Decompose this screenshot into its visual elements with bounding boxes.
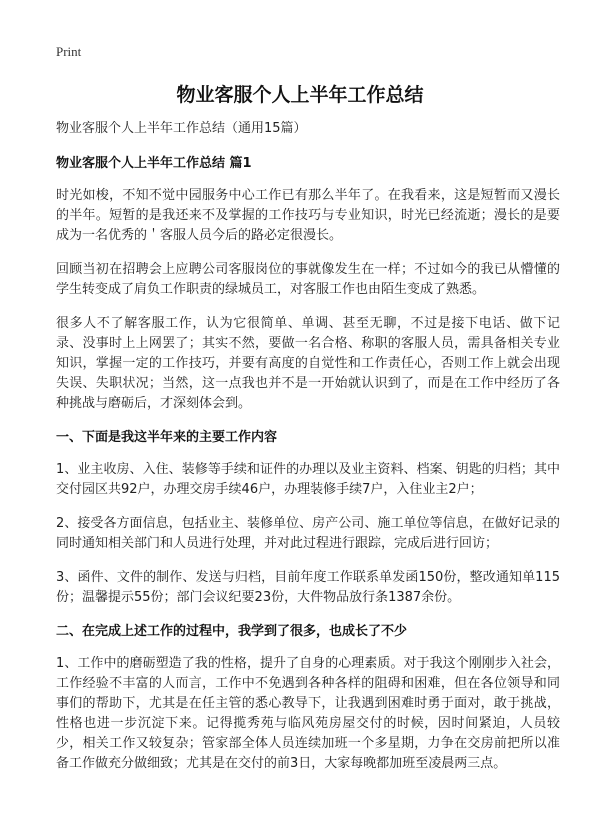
document-title: 物业客服个人上半年工作总结	[176, 84, 424, 106]
intro-paragraph-2: 回顾当初在招聘会上应聘公司客服岗位的事就像发生在一样；不过如今的我已从懵懂的学生转变成了肩负工作职责的绿城员工，对客服工作也由陌生变成了熟悉。	[56, 262, 560, 297]
intro-paragraph-1: 时光如梭，不知不觉中园服务中心工作已有那么半年了。在我看来，这是短暂而又漫长的半年。短暂的是我还来不及掌握的工作技巧与专业知识，时光已经流逝；漫长的是要成为一名优秀的＇客服人员今后的路必定很漫长。	[56, 188, 560, 243]
article-heading: 物业客服个人上半年工作总结 篇1	[56, 156, 252, 171]
document-body	[56, 119, 560, 788]
intro-paragraph-3: 很多人不了解客服工作，认为它很简单、单调、甚至无聊，不过是接下电话、做下记录、没事时上上网罢了；其实不然，要做一名合格、称职的客服人员，需具备相关专业知识，掌握一定的工作技巧，并要有高度的自觉性和工作责任心，否则工作上就会出现失误、失职状况；当然，这一点我也并不是一开始就认识到了，而是在工作中经历了各种挑战与磨砺后，才深刻体会到。	[56, 316, 560, 411]
section-2-paragraph-1: 1、工作中的磨砺塑造了我的性格，提升了自身的心理素质。对于我这个刚刚步入社会，工作经验不丰富的人而言，工作中不免遇到各种各样的阻碍和困难，但在各位领导和同事们的帮助下，尤其是在任主管的悉心教导下，让我遇到困难时勇于面对，敢于挑战，性格也进一步沉淀下来。记得揽秀苑与临风苑房屋交付的时候，因时间紧迫，人员较少，相关工作又较复杂；管家部全体人员连续加班一个多星期，力争在交房前把所以准备工作做充分做细致；尤其是在交付的前3日，大家每晚都加班至凌晨两三点。	[56, 656, 560, 771]
section-1-paragraph-3: 3、函件、文件的制作、发送与归档，目前年度工作联系单发函150份，整改通知单115份；温馨提示55份；部门会议纪要23份，大件物品放行条1387余份。	[56, 570, 560, 605]
document-subtitle: 物业客服个人上半年工作总结（通用15篇）	[56, 121, 307, 136]
section-1-heading: 一、下面是我这半年来的主要工作内容	[56, 430, 278, 445]
section-2-heading: 二、在完成上述工作的过程中，我学到了很多，也成长了不少	[56, 624, 408, 639]
section-1-paragraph-2: 2、接受各方面信息，包括业主、装修单位、房产公司、施工单位等信息，在做好记录的同时通知相关部门和人员进行处理，并对此过程进行跟踪，完成后进行回访；	[56, 516, 560, 551]
print-link[interactable]: Print	[56, 44, 82, 59]
section-1-paragraph-1: 1、业主收房、入住、装修等手续和证件的办理以及业主资料、档案、钥匙的归档；其中交付园区共92户，办理交房手续46户，办理装修手续7户，入住业主2户；	[56, 462, 560, 497]
